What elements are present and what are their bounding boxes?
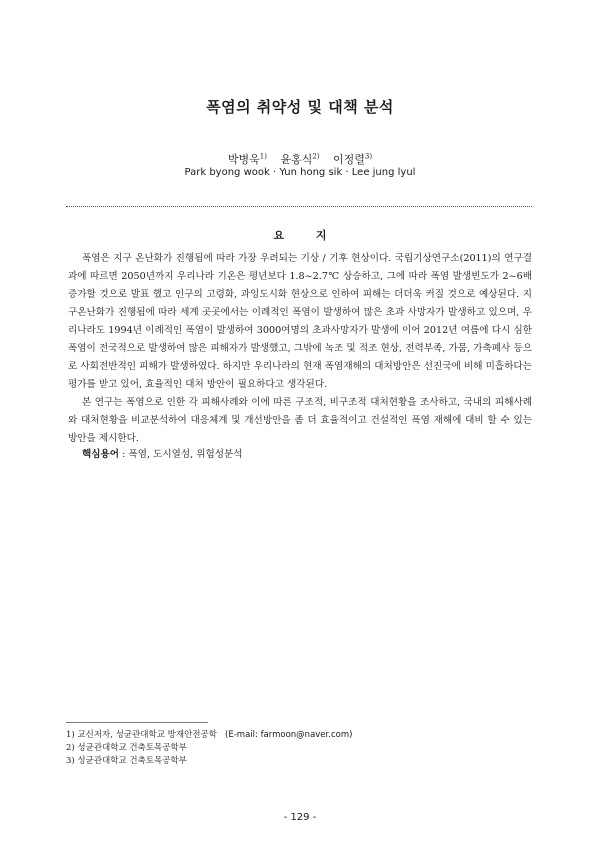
footnotes (66, 729, 536, 768)
keywords (82, 446, 243, 460)
author-name: 박병욱 (227, 153, 260, 166)
author-list-korean (0, 151, 600, 167)
footnote-rule (66, 722, 208, 723)
footnote-text: 1) 교신저자, 성균관대학교 방재안전공학 (66, 730, 217, 740)
section-divider (66, 206, 532, 207)
page-number: - 129 - (283, 812, 317, 823)
footnote-2 (66, 742, 536, 755)
paper-title: 폭염의 취약성 및 대책 분석 (206, 98, 394, 116)
footnote-mark: 2) (312, 152, 320, 161)
author-list-english: Park byong wook · Yun hong sik · Lee jung lyul (184, 167, 416, 178)
abstract-heading: 요 지 (273, 229, 341, 242)
author-name: 윤홍식 (280, 153, 313, 166)
author-3 (333, 153, 372, 166)
abstract-paragraph: 폭염은 지구 온난화가 진행됨에 따라 가장 우려되는 기상 / 기후 현상이다. 국립기상연구소(2011)의 연구결과에 따르면 2050년까지 우리나라 기온은 평년보다 1.8~2.7℃ 상승하고, 그에 따라 폭염 발생빈도가 2~6배 증가할 것으로 발표 했고 인구의 고령화, 과잉도시화 현상으로 인하여 피해는 더더욱 커질 것으로 예상된다. 지구온난화가 진행됨에 따라 세계 곳곳에서는 이례적인 폭염이 발생하여 많은 초과 사망자가 발생하고 있으며, 우리나라도 1994년 이례적인 폭염이 발생하여 3000여명의 초과사망자가 발생에 이어 2012년 여름에 다시 심한 폭염이 전국적으로 발생하여 많은 피해자가 발생했고, 그밖에 녹조 및 적조 현상, 전력부족, 가뭄, 가축폐사 등으로 사회전반적인 피해가 발생하였다. 하지만 우리나라의 현재 폭염재해의 대처방안은 선진국에 비해 미흡하다는 평가를 받고 있어, 효율적인 대처 방안이 필요하다고 생각된다. (68, 253, 532, 390)
author-2 (280, 153, 319, 166)
abstract-paragraph: 본 연구는 폭염으로 인한 각 피해사례와 이에 따른 구조적, 비구조적 대처현황을 조사하고, 국내의 피해사례와 대처현황을 비교분석하여 대응체계 및 개선방안을 좀 더 효율적이고 건설적인 폭염 재해에 대비 할 수 있는 방안을 제시한다. (68, 397, 532, 444)
abstract-body (68, 250, 532, 448)
footnote-text: 3) 성균관대학교 건축토목공학부 (66, 756, 187, 766)
keywords-label: 핵심용어 (82, 449, 120, 460)
footnote-mark: 1) (259, 152, 267, 161)
keywords-separator: : (119, 449, 129, 460)
keywords-terms: 폭염, 도시열섬, 위험성분석 (128, 449, 243, 460)
author-1 (228, 153, 267, 166)
footnote-1 (66, 729, 536, 742)
footnote-email: (E-mail: farmoon@naver.com) (225, 730, 353, 740)
footnote-mark: 3) (364, 152, 373, 161)
author-name: 이정렬 (333, 153, 365, 166)
footnote-3 (66, 755, 536, 768)
footnote-text: 2) 성균관대학교 건축토목공학부 (66, 743, 187, 753)
